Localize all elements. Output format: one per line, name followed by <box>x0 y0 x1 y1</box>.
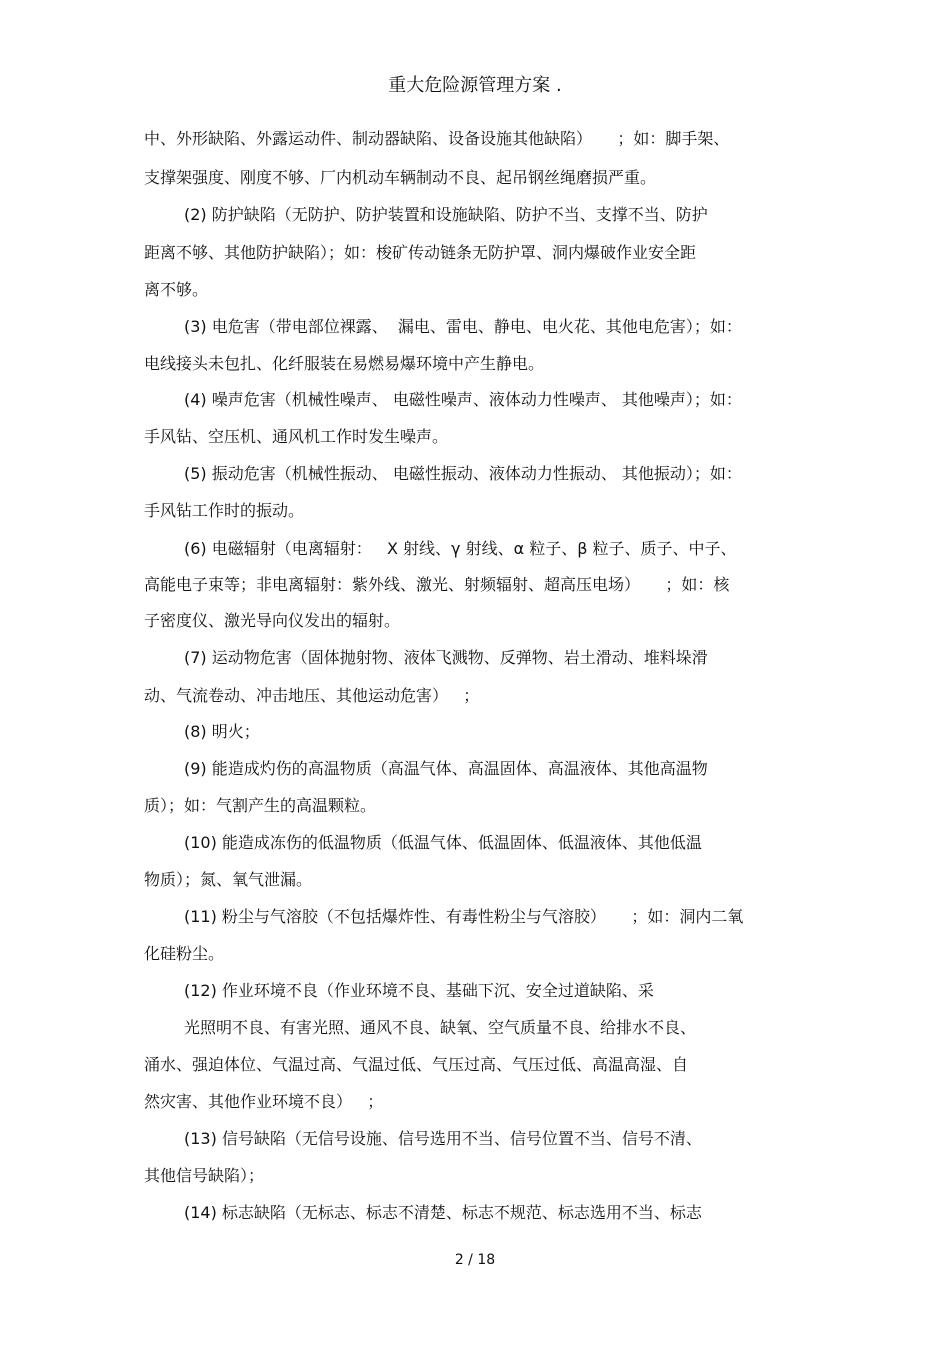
body-line: (11) 粉尘与气溶胶（不包括爆炸性、有毒性粉尘与气溶胶） ；如：洞内二氧 <box>184 907 744 926</box>
body-line: (4) 噪声危害（机械性噪声、 电磁性噪声、液体动力性噪声、 其他噪声）；如： <box>184 390 742 409</box>
body-line: (2) 防护缺陷（无防护、防护装置和设施缺陷、防护不当、支撑不当、防护 <box>184 205 708 224</box>
body-line: (9) 能造成灼伤的高温物质（高温气体、高温固体、高温液体、其他高温物 <box>184 759 708 778</box>
body-line: 子密度仪、激光导向仪发出的辐射。 <box>144 611 401 630</box>
body-line: (14) 标志缺陷（无标志、标志不清楚、标志不规范、标志选用不当、标志 <box>184 1203 702 1222</box>
body-line: 中、外形缺陷、外露运动件、制动器缺陷、设备设施其他缺陷） ；如：脚手架、 <box>144 129 730 148</box>
body-line: 质）；如：气割产生的高温颗粒。 <box>144 796 377 815</box>
body-line: (12) 作业环境不良（作业环境不良、基础下沉、安全过道缺陷、采 <box>184 981 654 1000</box>
page-header-title: 重大危险源管理方案 . <box>388 75 562 96</box>
body-line: (7) 运动物危害（固体抛射物、液体飞溅物、反弹物、岩土滑动、堆料垛滑 <box>184 648 708 667</box>
body-line: 其他信号缺陷）； <box>144 1166 265 1185</box>
body-line: 光照明不良、有害光照、通风不良、缺氧、空气质量不良、给排水不良、 <box>184 1018 697 1037</box>
body-line: 然灾害、其他作业环境不良） ； <box>144 1092 384 1111</box>
body-line: (3) 电危害（带电部位裸露、 漏电、雷电、静电、电火花、其他电危害）；如： <box>184 317 742 336</box>
body-line: 手风钻工作时的振动。 <box>144 501 305 520</box>
body-line: 涌水、强迫体位、气温过高、气温过低、气压过高、气压过低、高温高湿、自 <box>144 1055 689 1074</box>
body-line: 手风钻、空压机、通风机工作时发生噪声。 <box>144 427 449 446</box>
body-line: 支撑架强度、刚度不够、厂内机动车辆制动不良、起吊钢丝绳磨损严重。 <box>144 168 657 187</box>
body-line: (6) 电磁辐射（电离辐射： X 射线、γ 射线、α 粒子、β 粒子、质子、中子、 <box>184 539 737 558</box>
body-line: 距离不够、其他防护缺陷）；如：梭矿传动链条无防护罩、洞内爆破作业安全距 <box>144 243 697 262</box>
body-line: 化硅粉尘。 <box>144 944 225 963</box>
body-line: (5) 振动危害（机械性振动、 电磁性振动、液体动力性振动、 其他振动）；如： <box>184 464 742 483</box>
body-line: (8) 明火； <box>184 722 260 741</box>
body-line: (10) 能造成冻伤的低温物质（低温气体、低温固体、低温液体、其他低温 <box>184 833 702 852</box>
body-line: 高能电子束等；非电离辐射：紫外线、激光、射频辐射、超高压电场） ；如：核 <box>144 575 730 594</box>
page-number: 2 / 18 <box>454 1252 496 1268</box>
body-line: (13) 信号缺陷（无信号设施、信号选用不当、信号位置不当、信号不清、 <box>184 1129 702 1148</box>
body-line: 物质）；氮、氧气泄漏。 <box>144 870 313 889</box>
body-line: 电线接头未包扎、化纤服装在易燃易爆环境中产生静电。 <box>144 354 545 373</box>
body-line: 离不够。 <box>144 280 209 299</box>
body-line: 动、气流卷动、冲击地压、其他运动危害） ； <box>144 686 480 705</box>
